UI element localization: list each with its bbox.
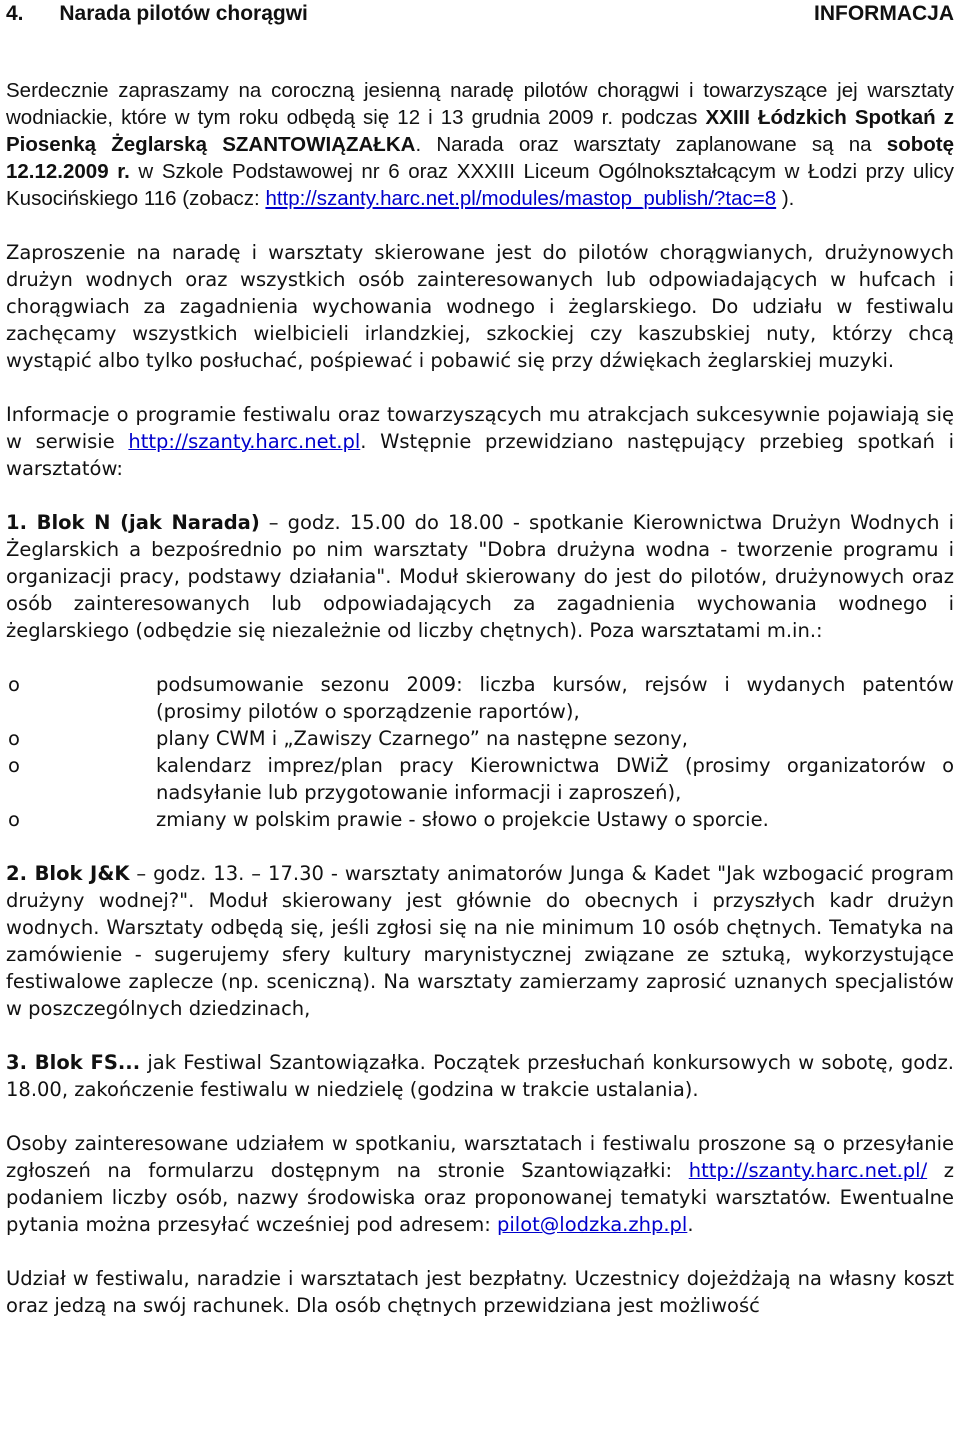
contact-paragraph: [6, 1130, 954, 1238]
block-2-text: - warsztaty animatorów Junga & Kadet "Jak wzbogacić program drużyny wodnej?". Moduł skierowany jest głównie do obecnych i przyszłych kadr drużyn wodnych. Warsztaty odbędą się, jeśli zgłosi się na nie minimum 10 osób chętnych. Tematyka na zamówienie - sugerujemy sfery kultury marynistycznej związane ze sztuką, wykorzystujące festiwalowe zaplecze (np. sceniczną). Na warsztaty zamierzamy zaprosić uznanych specjalistów w poszczególnych dziedzinach,: [6, 862, 954, 1020]
list-item-text: kalendarz imprez/plan pracy Kierownictwa DWiŻ (prosimy organizatorów o nadsyłanie lub przygotowanie informacji i zaproszeń),: [156, 754, 954, 804]
block-1-text: - spotkanie Kierownictwa Drużyn Wodnych i Żeglarskich a bezpośrednio po nim warsztaty "Dobra drużyna wodna - tworzenie programu i organizacji pracy, podstawy działania". Moduł skierowany do jest do pilotów, drużynowych oraz osób zainteresowanych lub odpowiadających za zagadnienia wychowania wodnego i żeglarskiego (odbędzie się niezależnie od liczby chętnych). Poza warsztatami m.in.:: [6, 511, 954, 642]
section-title: Narada pilotów chorągwi: [59, 2, 308, 25]
program-text-1: Informacje o programie festiwalu oraz towarzyszących mu atrakcjach sukcesywnie pojawiają się w serwisie: [6, 403, 954, 453]
invitation-paragraph: Zaproszenie na naradę i warsztaty skierowane jest do pilotów chorągwianych, drużynowych drużyn wodnych oraz wszystkich osób zainteresowanych lub odpowiadających w hufcach i chorągwiach za zagadnienia wychowania wodnego i żeglarskiego. Do udziału w festiwalu zachęcamy wszystkich wielbicieli irlandzkiej, szkockiej czy kaszubskiej nuty, którzy chcą wystąpić albo tylko posłuchać, pośpiewać i pobawić się przy dźwiękach żeglarskiej muzyki.: [6, 241, 954, 372]
block-2-paragraph: [6, 860, 954, 1022]
bullet-icon: o: [8, 808, 20, 831]
intro-text-2: . Narada oraz warsztaty zaplanowane są na: [415, 133, 887, 156]
block-1-label: 1. Blok N (jak Narada): [6, 511, 260, 534]
section-header: [6, 0, 954, 27]
registration-link[interactable]: http://szanty.harc.net.pl/: [688, 1159, 928, 1182]
list-item-text: zmiany w polskim prawie - słowo o projekcie Ustawy o sporcie.: [156, 808, 769, 831]
contact-text-2: z podaniem liczby osób, nazwy środowiska oraz proponowanej tematyki warsztatów. Ewentualne pytania można przesyłać wcześniej pod adresem:: [6, 1159, 955, 1236]
block-3-paragraph: [6, 1049, 954, 1103]
section-type-label: INFORMACJA: [814, 2, 954, 25]
bullet-icon: o: [8, 727, 20, 750]
list-item-text: podsumowanie sezonu 2009: liczba kursów, rejsów i wydanych patentów (prosimy pilotów o sporządzenie raportów),: [156, 673, 954, 723]
event-date: sobotę 12.12.2009 r.: [6, 133, 954, 183]
block-2-time: – godz. 13. – 17.30: [129, 862, 324, 885]
email-link[interactable]: pilot@lodzka.zhp.pl: [497, 1213, 688, 1236]
block-3-text: jak Festiwal Szantowiązałka. Początek przesłuchań konkursowych w sobotę, godz. 18.00, zakończenie festiwalu w niedzielę (godzina w trakcie ustalania).: [6, 1051, 954, 1101]
block-3-label: 3. Blok FS...: [6, 1051, 141, 1074]
contact-text-1: Osoby zainteresowane udziałem w spotkaniu, warsztatach i festiwalu proszone są o przesyłanie zgłoszeń na formularzu dostępnym na stronie Szantowiązałki:: [6, 1132, 954, 1182]
intro-text-4: ).: [776, 187, 795, 210]
list-item: [6, 806, 954, 833]
list-item: [6, 752, 954, 806]
bullet-icon: o: [8, 673, 20, 696]
closing-paragraph: Udział w festiwalu, naradzie i warsztatach jest bezpłatny. Uczestnicy dojeżdżają na własny koszt oraz jedzą na swój rachunek. Dla osób chętnych przewidziana jest możliwość: [6, 1267, 954, 1317]
bullet-icon: o: [8, 754, 20, 777]
festival-name: XXIII Łódzkich Spotkań z Piosenką Żeglarską SZANTOWIĄZAŁKA: [6, 106, 954, 156]
program-paragraph: [6, 401, 954, 482]
agenda-list: [6, 671, 954, 833]
festival-link[interactable]: http://szanty.harc.net.pl: [128, 430, 361, 453]
block-1-paragraph: [6, 509, 954, 644]
section-heading: [6, 0, 308, 27]
publish-link[interactable]: http://szanty.harc.net.pl/modules/mastop_publish/?tac=8: [265, 187, 777, 210]
block-2-label: 2. Blok J&K: [6, 862, 130, 885]
list-item: [6, 725, 954, 752]
contact-text-3: .: [687, 1213, 694, 1236]
intro-text-3: w Szkole Podstawowej nr 6 oraz XXXIII Liceum Ogólnokształcącym w Łodzi przy ulicy Kusocińskiego 116 (zobacz:: [6, 160, 954, 210]
intro-paragraph: [6, 77, 954, 212]
list-item: [6, 671, 954, 725]
section-number: 4.: [6, 2, 24, 25]
block-1-time: – godz. 15.00 do 18.00: [259, 511, 504, 534]
list-item-text: plany CWM i „Zawiszy Czarnego” na następne sezony,: [156, 727, 689, 750]
intro-text-1: Serdecznie zapraszamy na coroczną jesienną naradę pilotów chorągwi i towarzyszące jej warsztaty wodniackie, które w tym roku odbędą się 12 i 13 grudnia 2009 r. podczas: [6, 79, 954, 129]
program-text-2: . Wstępnie przewidziano następujący przebieg spotkań i warsztatów:: [6, 430, 954, 480]
